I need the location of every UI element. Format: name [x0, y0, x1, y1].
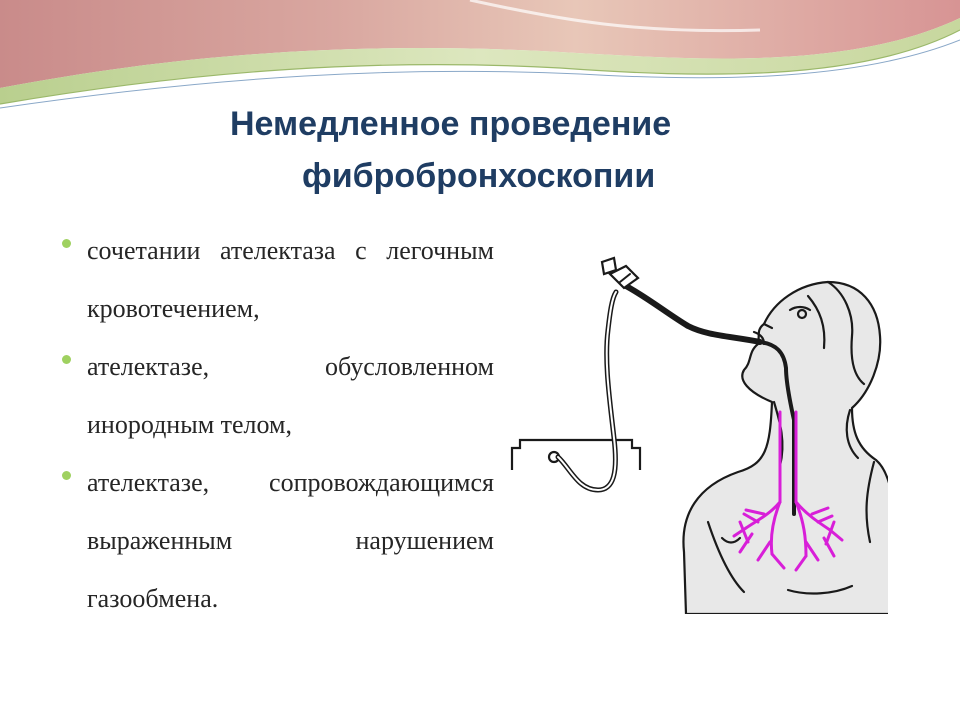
bullet-text: ателектазе, сопровождающимся выраженным нарушением газообмена.: [87, 468, 494, 613]
fibrobronchoscopy-illustration: [508, 252, 888, 614]
bullet-list: [62, 222, 494, 628]
bullet-dot-icon: [62, 471, 71, 480]
title-line-2: фибробронхоскопии: [302, 157, 656, 195]
title-line-1: Немедленное проведение: [230, 105, 672, 143]
bullet-item: [62, 222, 494, 338]
light-source-console-icon: [512, 440, 640, 470]
bullet-dot-icon: [62, 355, 71, 364]
bullet-item: [62, 454, 494, 628]
bullet-dot-icon: [62, 239, 71, 248]
bullet-text: ателектазе, обусловленном инородным телом,: [87, 352, 494, 439]
bullet-text: сочетании ателектаза с легочным кровотечением,: [87, 236, 494, 323]
bullet-item: [62, 338, 494, 454]
